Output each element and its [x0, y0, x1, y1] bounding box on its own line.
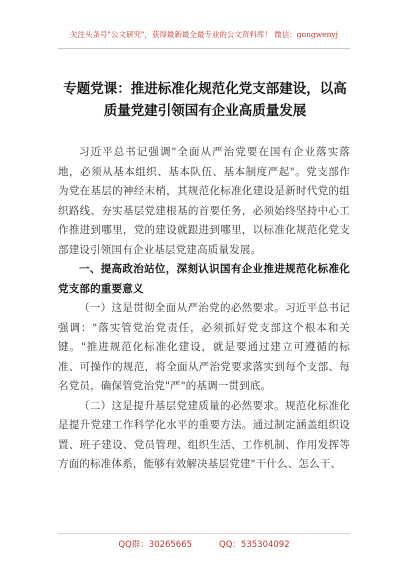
- footer-contact-text: QQ群：30265665 QQ：535304092: [118, 540, 290, 550]
- footer-divider: [58, 533, 350, 534]
- section-paragraph-2: （二）这是提升基层党建质量的必然要求。规范化标准化是提升党建工作科学化水平的重要方法。通过制定涵盖组织设置、班子建设、党员管理、组织生活、工作机制、作用发挥等方面的标准体系，能够有效解决基层党建"干什么、怎么干、: [58, 399, 350, 470]
- header-promo-text: 关注头条号"公文研究"，获得最新最全最专业的公文资料库！ 微信：gongwenyj: [70, 30, 338, 39]
- footer-contact-banner: [0, 540, 408, 551]
- section-heading: 一、提高政治站位，深刻认识国有企业推进规范化标准化党支部的重要意义: [58, 263, 350, 295]
- intro-paragraph: 习近平总书记强调"全面从严治党要在国有企业落实落地，必须从基本组织、基本队伍、基本制度严起"。党支部作为党在基层的神经末梢，其规范化标准化建设是新时代党的组织路线、夯实基层党建根基的首要任务，必须始终坚持中心工作推进到哪里，党的建设就跟进到哪里，以标准化规范化党支部建设引领国有企业基层党建高质量发展。: [58, 146, 350, 256]
- document-title: 专题党课：推进标准化规范化党支部建设，以高质量党建引领国有企业高质量发展: [63, 81, 347, 119]
- document-body: [58, 143, 350, 475]
- section-paragraph-1: （一）这是贯彻全面从严治党的必然要求。习近平总书记强调："落实管党治党责任，必须抓好党支部这个根本和关键。"推进规范化标准化建设，就是要通过建立可遵循的标准、可操作的规范，将全面从严治党要求落实到每个支部、每名党员，确保管党治党"严"的基调一贯到底。: [58, 302, 350, 392]
- header-promo-banner: [0, 30, 408, 40]
- header-divider: [58, 48, 350, 49]
